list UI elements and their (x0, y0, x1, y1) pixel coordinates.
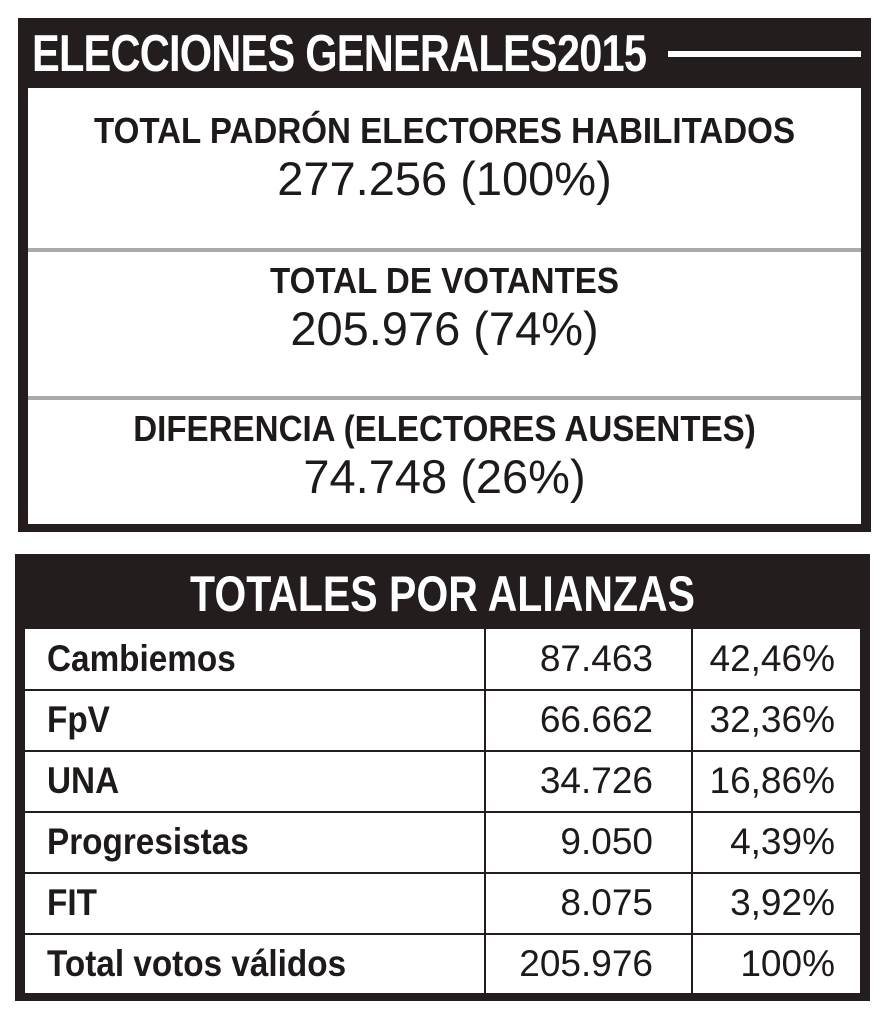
alliance-name: UNA (47, 760, 120, 801)
divider (28, 396, 861, 400)
table-row (25, 689, 860, 749)
stat-label: TOTAL DE VOTANTES (269, 260, 619, 301)
summary-title-bar (18, 18, 871, 88)
alliance-name: FpV (47, 699, 110, 740)
alliance-name: Total votos válidos (47, 943, 347, 984)
alliance-percentage: 4,39% (730, 821, 835, 862)
table-row (25, 811, 860, 871)
stat-value: 277.256 (100%) (277, 152, 612, 205)
alliance-percentage: 16,86% (709, 760, 835, 801)
stat-value: 205.976 (74%) (290, 302, 599, 355)
summary-box (18, 18, 871, 532)
alliance-percentage: 100% (740, 943, 835, 984)
table-row (25, 872, 860, 932)
stat-label: TOTAL PADRÓN ELECTORES HABILITADOS (93, 110, 796, 151)
alliance-percentage: 42,46% (709, 638, 835, 679)
alliances-table (25, 629, 860, 993)
alliances-title: TOTALES POR ALIANZAS (190, 566, 695, 622)
alliance-votes: 87.463 (539, 638, 653, 679)
stat-diferencia (28, 408, 861, 504)
stat-padron (28, 110, 861, 206)
summary-title: ELECCIONES GENERALES2015 (32, 25, 647, 83)
title-rule (668, 51, 861, 57)
alliance-votes: 205.976 (519, 943, 653, 984)
alliance-name: Cambiemos (47, 638, 236, 679)
alliance-percentage: 3,92% (730, 882, 835, 923)
divider (28, 248, 861, 252)
alliance-votes: 34.726 (539, 760, 653, 801)
table-row (25, 750, 860, 810)
stat-votantes (28, 260, 861, 356)
alliance-name: Progresistas (47, 821, 249, 862)
stat-value: 74.748 (26%) (303, 450, 586, 503)
alliance-votes: 8.075 (560, 882, 653, 923)
alliance-percentage: 32,36% (709, 699, 835, 740)
alliance-votes: 66.662 (539, 699, 653, 740)
summary-panel (28, 88, 861, 524)
table-row (25, 629, 860, 689)
alliance-name: FIT (47, 882, 97, 923)
stat-label: DIFERENCIA (ELECTORES AUSENTES) (133, 408, 756, 449)
alliances-box (15, 554, 870, 1001)
table-row-total (25, 933, 860, 993)
alliance-votes: 9.050 (560, 821, 653, 862)
